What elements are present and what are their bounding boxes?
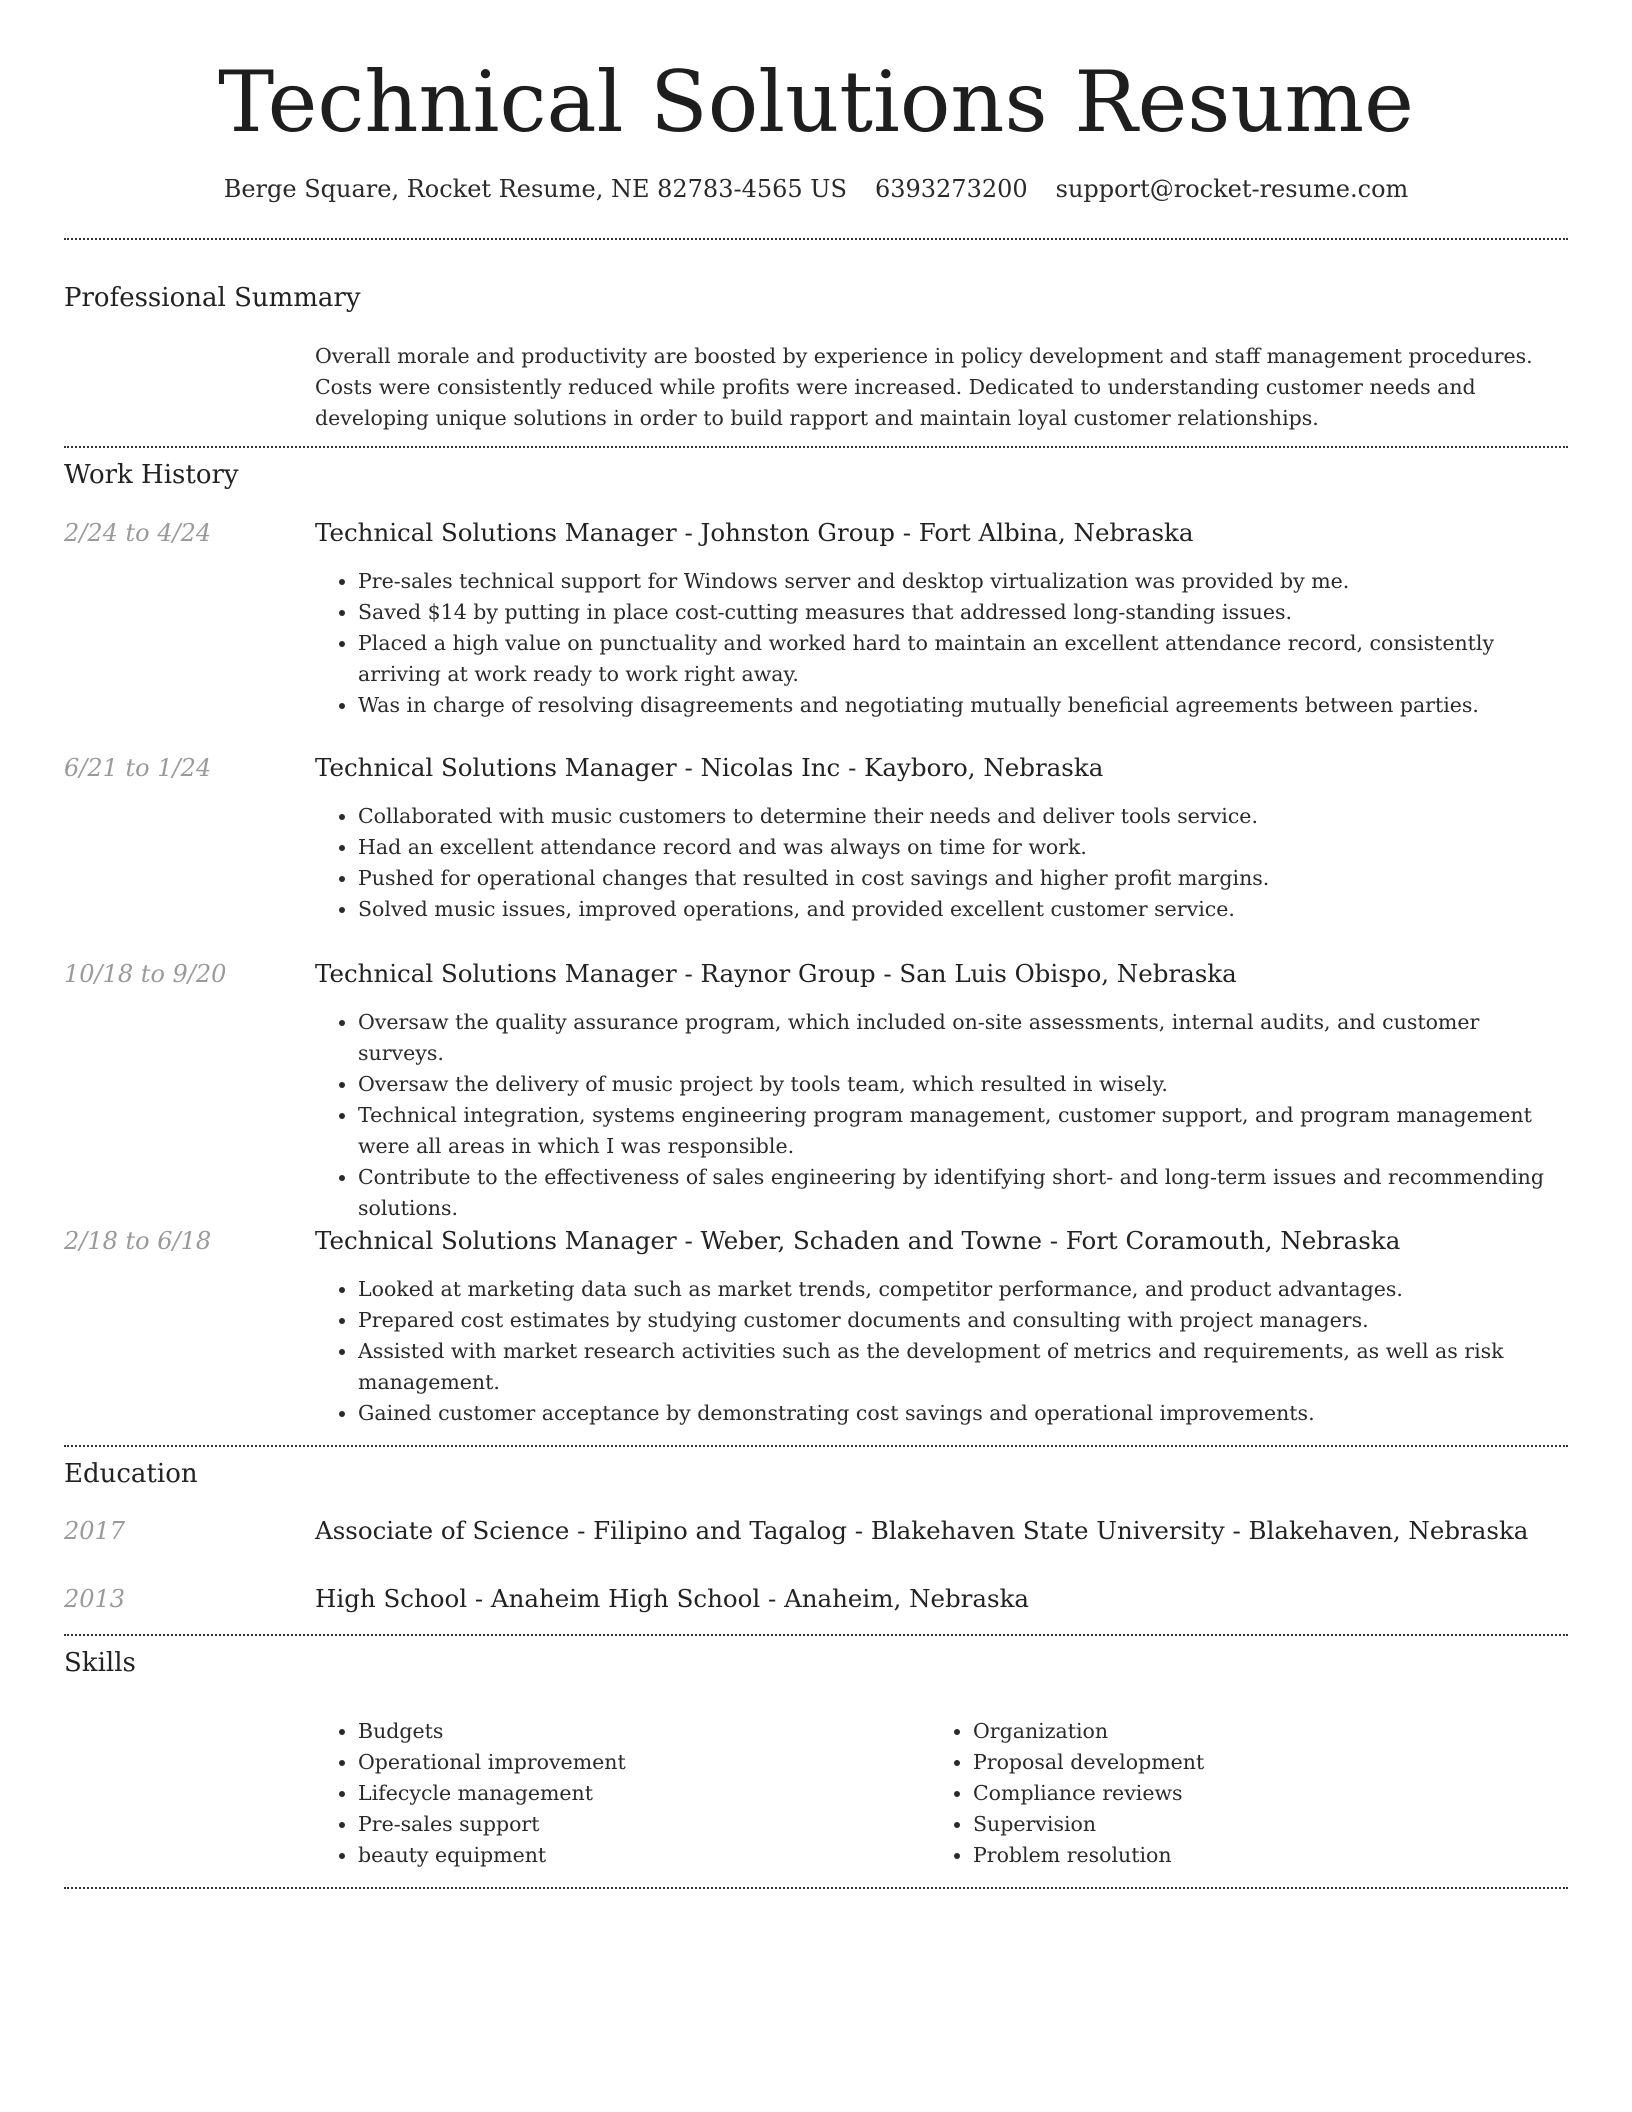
education-year: 2017 [64, 1517, 126, 1545]
job-bullet: • Pre-sales technical support for Windows server and desktop virtualization was provided by me. [358, 566, 1570, 597]
skill-item: • Supervision [973, 1809, 1530, 1840]
job-bullet: • Contribute to the effectiveness of sales engineering by identifying short- and long-term issues and recommending solutions. [358, 1162, 1570, 1224]
resume-title: Technical Solutions Resume [218, 53, 1414, 151]
contact-email: support@rocket-resume.com [1055, 175, 1409, 203]
job-bullet: • Saved $14 by putting in place cost-cutting measures that addressed long-standing issues. [358, 597, 1570, 628]
divider [64, 1887, 1568, 1889]
contact-line [0, 172, 1632, 206]
skills-column [315, 1716, 915, 1871]
job-dates: 10/18 to 9/20 [64, 960, 227, 988]
skill-item: • Proposal development [973, 1747, 1530, 1778]
summary-heading: Professional Summary [64, 283, 361, 313]
job-bullet: • Placed a high value on punctuality and worked hard to maintain an excellent attendance record, consistently arriving at work ready to work right away. [358, 628, 1570, 690]
job-bullet: • Prepared cost estimates by studying customer documents and consulting with project managers. [358, 1305, 1570, 1336]
skill-item: • Organization [973, 1716, 1530, 1747]
job-bullet: • Technical integration, systems engineering program management, customer support, and program management were all areas in which I was responsible. [358, 1100, 1570, 1162]
contact-phone: 6393273200 [874, 175, 1028, 203]
skill-item: • Compliance reviews [973, 1778, 1530, 1809]
work-history-heading: Work History [64, 460, 239, 490]
divider [64, 1445, 1568, 1447]
education-heading: Education [64, 1459, 198, 1489]
contact-address: Berge Square, Rocket Resume, NE 82783-4565 US [223, 175, 847, 203]
job-bullet: • Solved music issues, improved operations, and provided excellent customer service. [358, 894, 1570, 925]
skill-item: • beauty equipment [358, 1840, 915, 1871]
skill-item: • Lifecycle management [358, 1778, 915, 1809]
job-dates: 2/24 to 4/24 [64, 519, 212, 547]
job-bullet: • Pushed for operational changes that resulted in cost savings and higher profit margins. [358, 863, 1570, 894]
education-title: Associate of Science - Filipino and Tagalog - Blakehaven State University - Blakehaven, Nebraska [315, 1516, 1529, 1545]
divider [64, 238, 1568, 240]
skill-item: • Operational improvement [358, 1747, 915, 1778]
job-bullets [315, 1007, 1570, 1224]
skills-heading: Skills [64, 1648, 136, 1678]
job-bullets [315, 566, 1570, 721]
job-title: Technical Solutions Manager - Weber, Schaden and Towne - Fort Coramouth, Nebraska [315, 1226, 1401, 1255]
summary-text: Overall morale and productivity are boosted by experience in policy development and staff management procedures. Costs were consistently reduced while profits were increased. Dedicated to understanding customer needs and developing unique solutions in order to build rapport and maintain loyal customer relationships. [315, 344, 1533, 430]
skill-item: • Budgets [358, 1716, 915, 1747]
job-bullet: • Oversaw the delivery of music project by tools team, which resulted in wisely. [358, 1069, 1570, 1100]
job-title: Technical Solutions Manager - Raynor Group - San Luis Obispo, Nebraska [315, 959, 1237, 988]
education-title: High School - Anaheim High School - Anaheim, Nebraska [315, 1584, 1030, 1613]
job-bullets [315, 801, 1570, 925]
skill-item: • Problem resolution [973, 1840, 1530, 1871]
job-title: Technical Solutions Manager - Johnston Group - Fort Albina, Nebraska [315, 518, 1194, 547]
job-bullet: • Oversaw the quality assurance program, which included on-site assessments, internal audits, and customer surveys. [358, 1007, 1570, 1069]
divider [64, 1634, 1568, 1636]
job-bullet: • Had an excellent attendance record and was always on time for work. [358, 832, 1570, 863]
job-dates: 2/18 to 6/18 [64, 1227, 212, 1255]
job-bullet: • Gained customer acceptance by demonstrating cost savings and operational improvements. [358, 1398, 1570, 1429]
education-year: 2013 [64, 1585, 126, 1613]
job-bullets [315, 1274, 1570, 1429]
job-bullet: • Collaborated with music customers to determine their needs and deliver tools service. [358, 801, 1570, 832]
skills-column [930, 1716, 1530, 1871]
skills-list [315, 1716, 1570, 1876]
job-bullet: • Was in charge of resolving disagreements and negotiating mutually beneficial agreements between parties. [358, 690, 1570, 721]
job-dates: 6/21 to 1/24 [64, 754, 212, 782]
skill-item: • Pre-sales support [358, 1809, 915, 1840]
job-title: Technical Solutions Manager - Nicolas Inc - Kayboro, Nebraska [315, 753, 1104, 782]
job-bullet: • Looked at marketing data such as market trends, competitor performance, and product advantages. [358, 1274, 1570, 1305]
job-bullet: • Assisted with market research activities such as the development of metrics and requirements, as well as risk management. [358, 1336, 1570, 1398]
divider [64, 446, 1568, 448]
